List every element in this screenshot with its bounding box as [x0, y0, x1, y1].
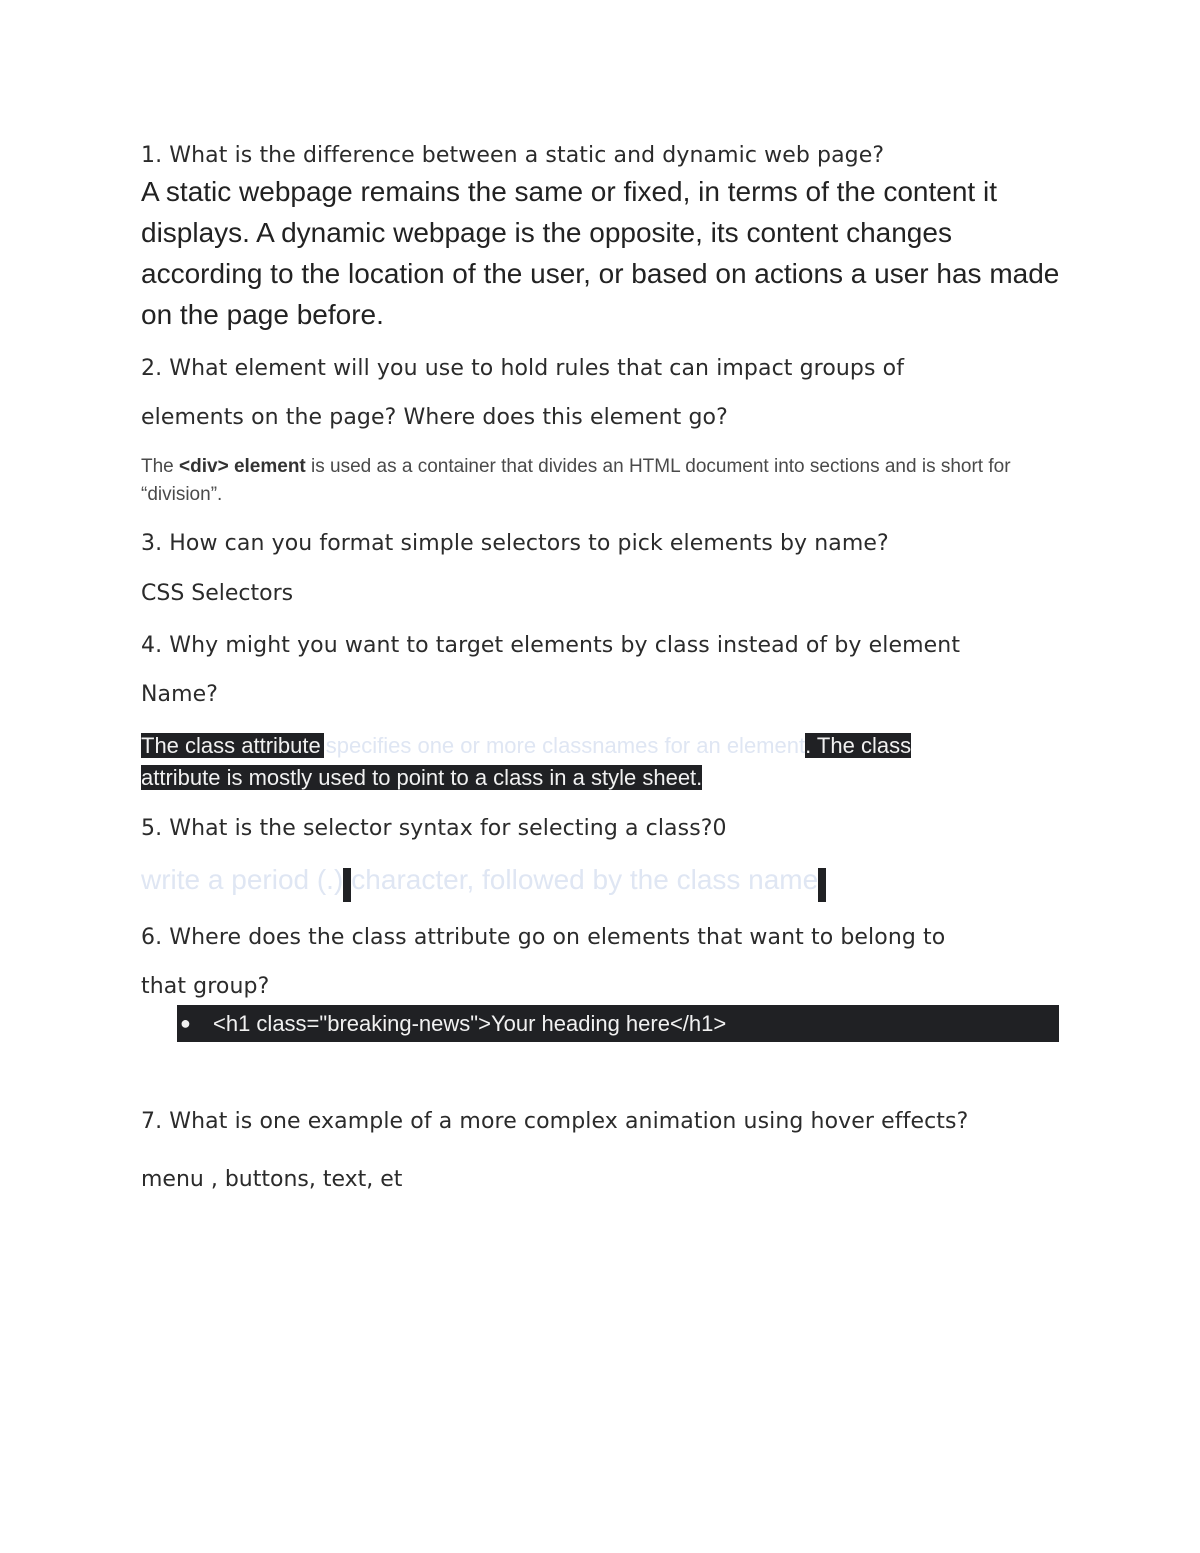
answer-3: CSS Selectors [141, 581, 294, 606]
answer-5-part-2: character, followed by the class name [351, 864, 819, 895]
answer-4-highlight-3: attribute is mostly used to point to a class in a style sheet. [141, 765, 703, 790]
answer-4-line-1 [141, 730, 911, 762]
question-6-line-1: 6. Where does the class attribute go on elements that want to belong to [141, 925, 946, 950]
answer-2-bold: <div> element [179, 456, 306, 477]
question-4-line-1: 4. Why might you want to target elements by class instead of by element [141, 633, 961, 658]
question-2-line-1: 2. What element will you use to hold rules that can impact groups of [141, 356, 905, 381]
bullet-icon: ● [180, 1013, 191, 1033]
answer-5-part-1: write a period (.) [141, 864, 344, 895]
question-2-line-2: elements on the page? Where does this element go? [141, 405, 728, 430]
answer-5-highlight-block-2 [818, 868, 826, 902]
question-5: 5. What is the selector syntax for selecting a class?0 [141, 816, 727, 841]
answer-2-rest: is used as a container that divides an HTML document into sections and is short for “division”. [141, 456, 1011, 505]
answer-4-highlight-2: . The class [805, 733, 912, 758]
answer-7: menu , buttons, text, et [141, 1167, 403, 1192]
question-1: 1. What is the difference between a static and dynamic web page? [141, 143, 885, 168]
answer-1: A static webpage remains the same or fixed, in terms of the content it displays. A dynamic webpage is the opposite, its content changes according to the location of the user, or based on actions a user has made on the page before. [141, 176, 1060, 330]
question-6-line-2: that group? [141, 974, 270, 999]
answer-5 [141, 864, 826, 902]
answer-4-ghost-text: specifies one or more classnames for an element [325, 733, 806, 758]
question-7: 7. What is one example of a more complex animation using hover effects? [141, 1109, 969, 1134]
answer-4-line-2 [141, 762, 702, 794]
answer-2-prefix: The [141, 456, 180, 477]
question-3: 3. How can you format simple selectors to pick elements by name? [141, 531, 889, 556]
answer-2 [141, 453, 1061, 509]
code-example-bar [177, 1005, 1059, 1042]
code-example-text: <h1 class="breaking-news">Your heading here</h1> [213, 1011, 727, 1036]
answer-4-highlight-1: The class attribute [141, 733, 324, 758]
question-4-line-2: Name? [141, 682, 219, 707]
